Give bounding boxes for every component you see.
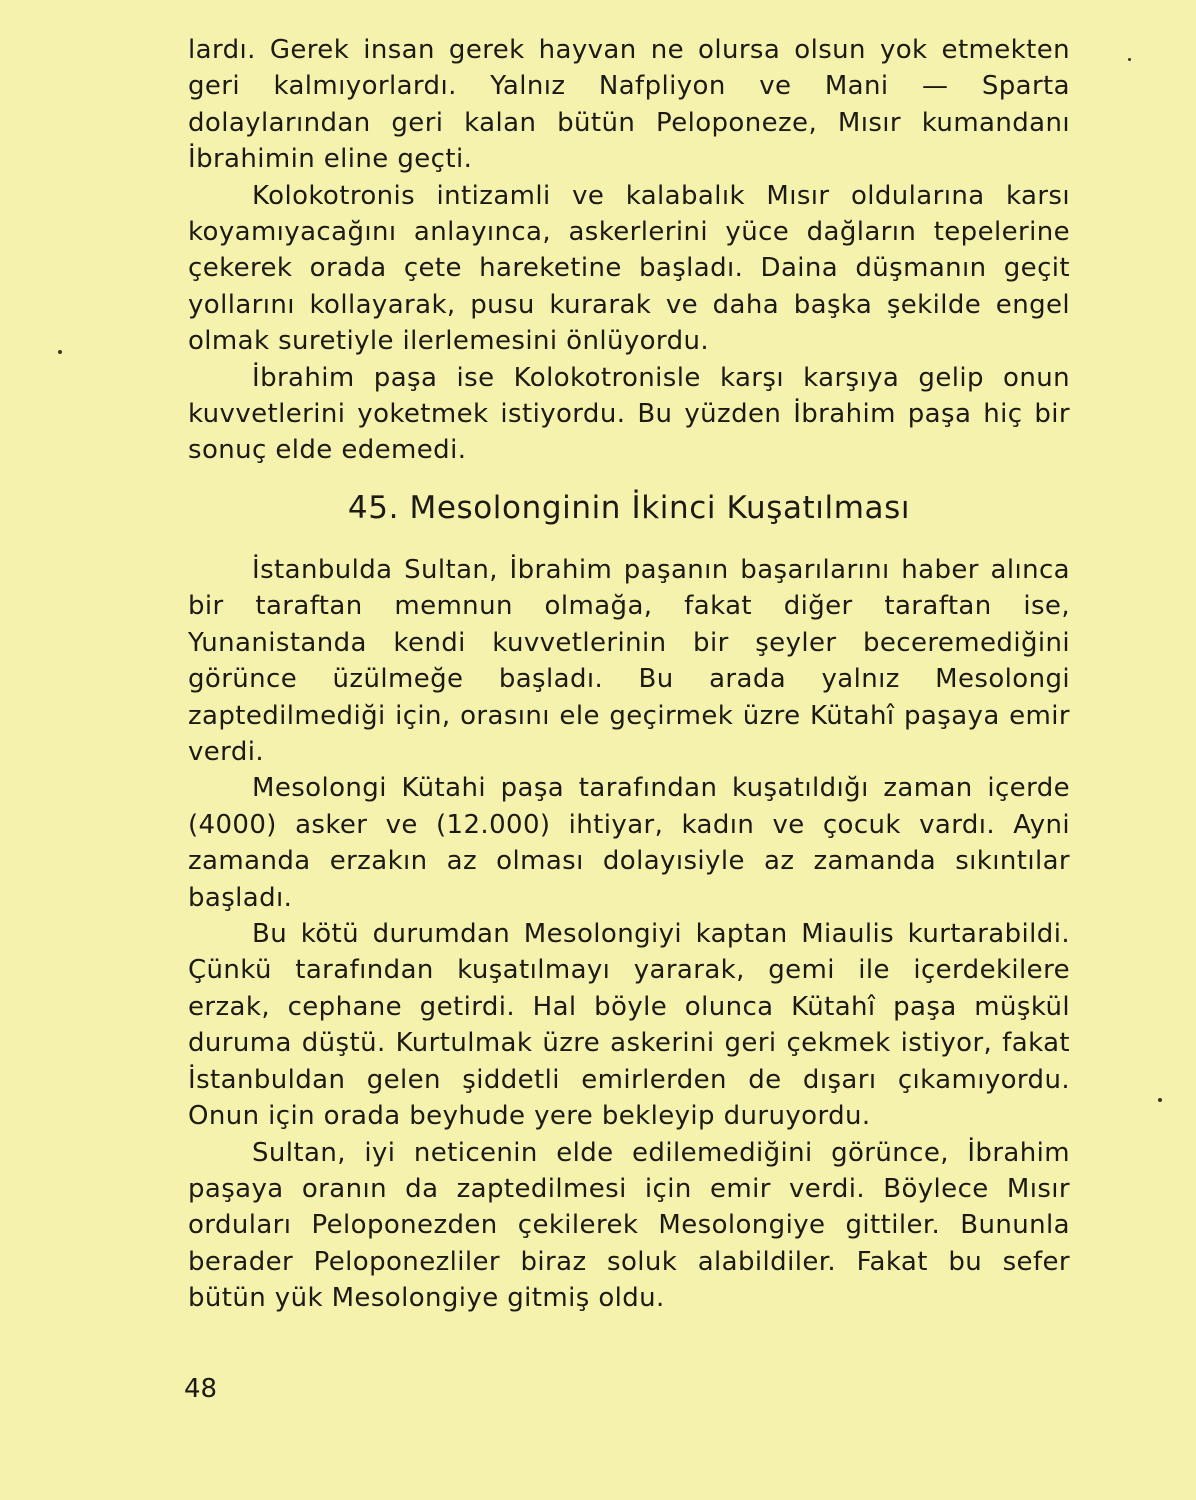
paragraph-sultan: İstanbulda Sultan, İbrahim paşanın başarılarını haber alınca bir taraftan memnun olmağa, fakat diğer taraftan ise, Yunanistanda kendi kuvvetlerinin bir şeyler beceremediğini görünce üzülmeğe başladı. Bu arada yalnız Mesolongi zaptedilmediği için, orasını ele geçirmek üzre Kütahî paşaya emir verdi. bbox=[188, 555, 1070, 768]
paragraph-continuation: lardı. Gerek insan gerek hayvan ne olursa olsun yok etmekten geri kalmıyorlardı. Yalnız Nafpliyon ve Mani — Sparta dolaylarından geri kalan bütün Peloponeze, Mısır kumandanı İbrahimin eline geçti. bbox=[188, 35, 1070, 175]
paragraph-kolokotronis: Kolokotronis intizamli ve kalabalık Mısır oldularına karsı koyamıyacağını anlayınca, askerlerini yüce dağların tepelerine çekerek orada çete hareketine başladı. Daina düşmanın geçit yollarını kollayarak, pusu kurarak ve daha başka şekilde engel olmak suretiyle ilerlemesini önlüyordu. bbox=[188, 180, 1070, 357]
top-text-block bbox=[188, 32, 1070, 469]
paper-speck bbox=[58, 350, 62, 354]
paragraph-ibrahim: İbrahim paşa ise Kolokotronisle karşı karşıya gelip onun kuvvetlerini yoketmek istiyordu. Bu yüzden İbrahim paşa hiç bir sonuç elde edemedi. bbox=[188, 362, 1070, 466]
section-heading: 45. Mesolonginin İkinci Kuşatılması bbox=[347, 490, 911, 526]
paper-speck bbox=[1158, 1098, 1162, 1102]
paragraph-siege: Mesolongi Kütahi paşa tarafından kuşatıldığı zaman içerde (4000) asker ve (12.000) ihtiyar, kadın ve çocuk vardı. Ayni zamanda erzakın az olması dolayısiyle az zamanda sıkıntılar başladı. bbox=[188, 773, 1070, 913]
paragraph-conclusion: Sultan, iyi neticenin elde edilemediğini görünce, İbrahim paşaya oranın da zaptedilmesi için emir verdi. Böylece Mısır orduları Peloponezden çekilerek Mesolongiye gittiler. Bununla berader Peloponezliler biraz soluk alabildiler. Fakat bu sefer bütün yük Mesolongiye gitmiş oldu. bbox=[188, 1137, 1070, 1314]
paper-speck bbox=[1128, 58, 1131, 61]
paragraph-miaulis: Bu kötü durumdan Mesolongiyi kaptan Miaulis kurtarabildi. Çünkü tarafından kuşatılmayı yararak, gemi ile içerdekilere erzak, cephane getirdi. Hal böyle olunca Kütahî paşa müşkül duruma düştü. Kurtulmak üzre askerini geri çekmek istiyor, fakat İstanbuldan gelen şiddetli emirlerden de dışarı çıkamıyordu. Onun için orada beyhude yere bekleyip duruyordu. bbox=[188, 919, 1070, 1132]
page-number: 48 bbox=[184, 1374, 218, 1404]
bottom-text-block bbox=[188, 552, 1070, 1317]
